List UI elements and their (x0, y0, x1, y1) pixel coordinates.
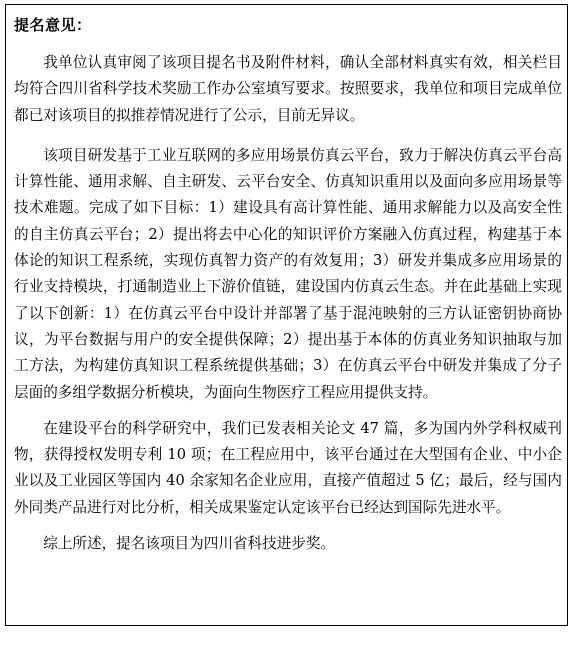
paragraph-conclusion: 综上所述，提名该项目为四川省科技进步奖。 (43, 535, 336, 553)
opinion-body (14, 50, 562, 557)
paragraph-review-statement: 我单位认真审阅了该项目提名书及附件材料，确认全部材料真实有效，相关栏目均符合四川省科学技术奖励工作办公室填写要求。按照要求，我单位和项目完成单位都已对该项目的拟推荐情况进行了公示，目前无异议。 (14, 54, 562, 124)
paragraph-achievements: 在建设平台的科学研究中，我们已发表相关论文 47 篇，多为国内外学科权威刊物，获得授权发明专利 10 项；在工程应用中，该平台通过在大型国有企业、中小企业以及工业园区等国内 40 余家知名企业应用，直接产值超过 5 亿；最后，经与国内外同类产品进行对比分析，相关成果鉴定认定该平台已经达到国际先进水平。 (14, 419, 562, 516)
section-heading: 提名意见： (14, 16, 92, 34)
paragraph-project-summary: 该项目研发基于工业互联网的多应用场景仿真云平台，致力于解决仿真云平台高计算性能、通用求解、自主研发、云平台安全、仿真知识重用以及面向多应用场景等技术难题。完成了如下目标：1）建设具有高计算性能、通用求解能力以及高安全性的自主仿真云平台；2）提出将去中心化的知识评价方案融入仿真过程，构建基于本体论的知识工程系统，实现仿真智力资产的有效复用；3）研发并集成多应用场景的行业支持模块，打通制造业上下游价值链，建设国内仿真云生态。并在此基础上实现了以下创新：1）在仿真云平台中设计并部署了基于混沌映射的三方认证密钥协商协议，为平台数据与用户的安全提供保障；2）提出基于本体的仿真业务知识抽取与加工方法，为构建仿真知识工程系统提供基础；3）在仿真云平台中研发并集成了分子层面的多组学数据分析模块，为面向生物医疗工程应用提供支持。 (14, 146, 562, 401)
